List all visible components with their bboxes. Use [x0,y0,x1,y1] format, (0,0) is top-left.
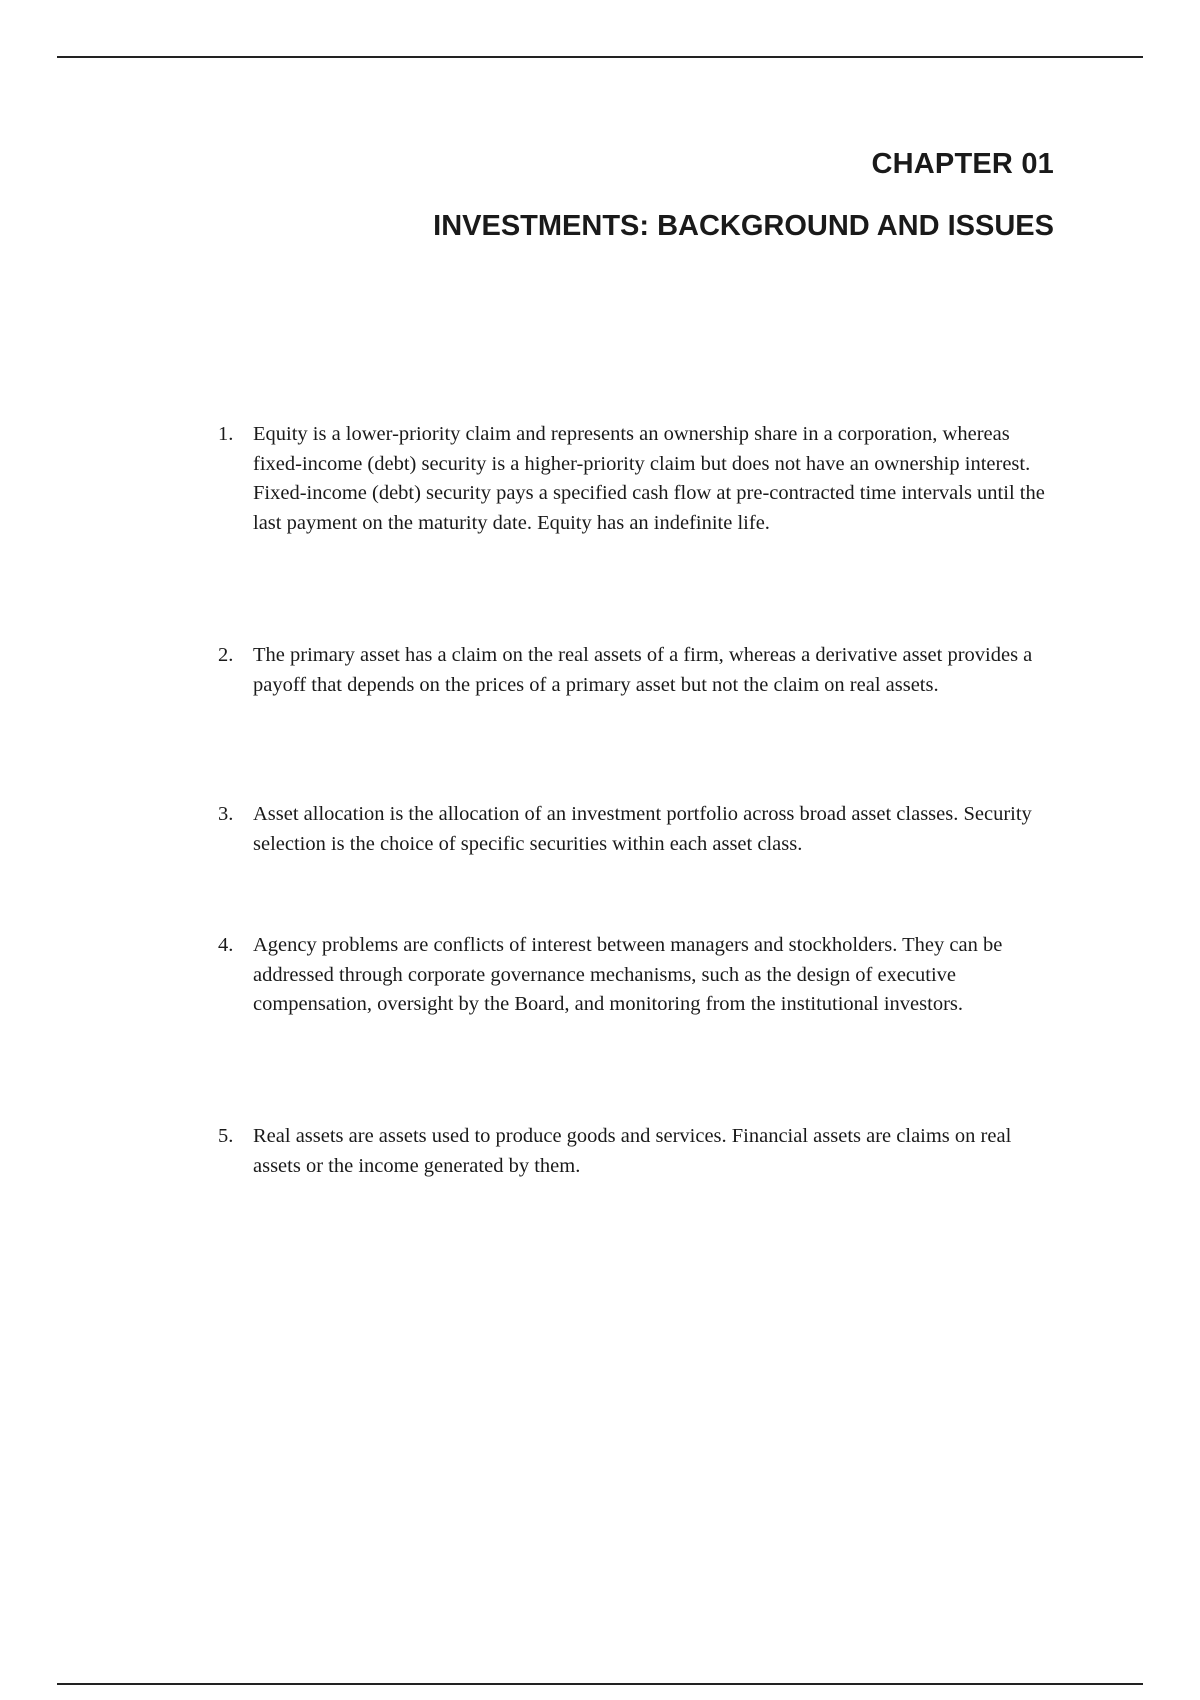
chapter-title: INVESTMENTS: BACKGROUND AND ISSUES [433,210,1054,242]
top-rule [57,56,1143,58]
answer-item-4 [218,931,1054,1020]
answer-text: The primary asset has a claim on the real assets of a firm, whereas a derivative asset provides a payoff that depends on the prices of a primary asset but not the claim on real assets. [253,644,1033,696]
answer-item-1 [218,420,1054,538]
answer-item-5 [218,1122,1054,1181]
answer-number: 2. [218,644,234,666]
answer-text: Real assets are assets used to produce goods and services. Financial assets are claims on real assets or the income generated by them. [253,1125,1012,1177]
answer-number: 5. [218,1125,234,1147]
answer-number: 1. [218,423,234,445]
answer-text: Agency problems are conflicts of interest between managers and stockholders. They can be addressed through corporate governance mechanisms, such as the design of executive compensation, oversight by the Board, and monitoring from the institutional investors. [253,934,1003,1015]
answer-item-2 [218,641,1054,700]
bottom-rule [57,1683,1143,1685]
answer-number: 4. [218,934,234,956]
answer-number: 3. [218,803,234,825]
answer-text: Equity is a lower-priority claim and represents an ownership share in a corporation, whereas fixed-income (debt) security is a higher-priority claim but does not have an ownership interest. Fixed-income (debt) security pays a specified cash flow at pre-contracted time intervals until the last payment on the maturity date. Equity has an indefinite life. [253,423,1045,534]
chapter-number: CHAPTER 01 [871,148,1054,180]
answer-item-3 [218,800,1054,859]
answer-text: Asset allocation is the allocation of an investment portfolio across broad asset classes. Security selection is the choice of specific securities within each asset class. [253,803,1032,855]
